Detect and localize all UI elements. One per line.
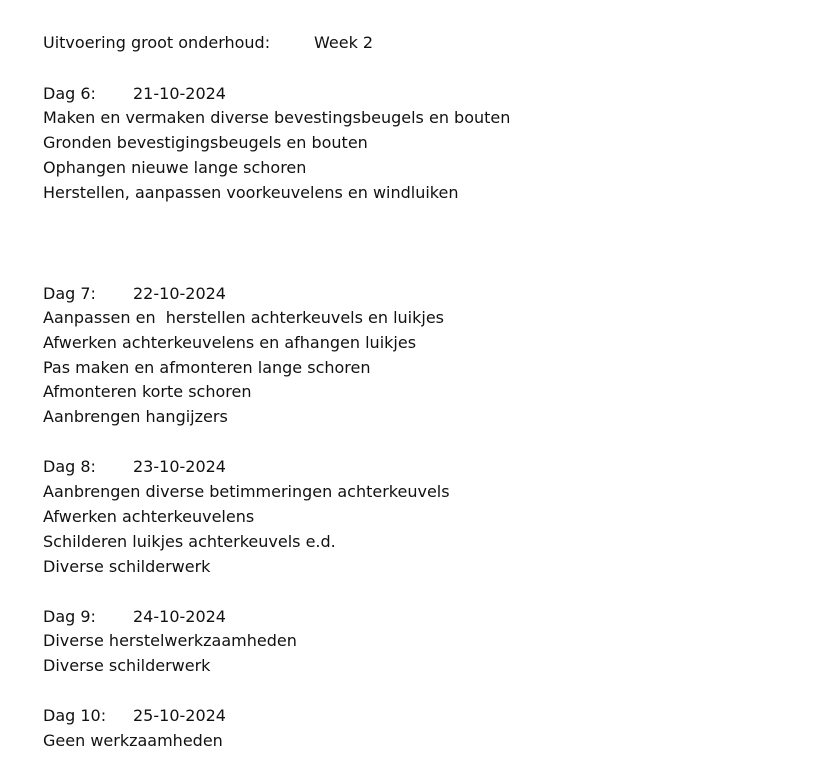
task-line: Herstellen, aanpassen voorkeuvelens en windluiken <box>43 183 459 202</box>
week-label: Week 2 <box>314 33 374 52</box>
task-line: Afwerken achterkeuvelens <box>43 507 255 526</box>
day-date: 24-10-2024 <box>133 607 226 626</box>
task-line: Pas maken en afmonteren lange schoren <box>43 358 371 377</box>
task-line: Maken en vermaken diverse bevestingsbeugels en bouten <box>43 108 511 127</box>
day-date: 21-10-2024 <box>133 84 226 103</box>
task-line: Afwerken achterkeuvelens en afhangen luikjes <box>43 333 417 352</box>
day-date: 22-10-2024 <box>133 284 226 303</box>
day-date: 25-10-2024 <box>133 706 226 725</box>
day-label: Dag 9: <box>43 607 96 626</box>
task-line: Diverse schilderwerk <box>43 656 211 675</box>
task-line: Aanbrengen diverse betimmeringen achterkeuvels <box>43 482 450 501</box>
day-label: Dag 7: <box>43 284 96 303</box>
task-line: Gronden bevestigingsbeugels en bouten <box>43 133 368 152</box>
task-line: Geen werkzaamheden <box>43 731 223 750</box>
day-label: Dag 8: <box>43 457 96 476</box>
task-line: Diverse schilderwerk <box>43 557 211 576</box>
task-line: Ophangen nieuwe lange schoren <box>43 158 307 177</box>
task-line: Aanbrengen hangijzers <box>43 407 228 426</box>
task-line: Aanpassen en herstellen achterkeuvels en luikjes <box>43 308 445 327</box>
day-label: Dag 10: <box>43 706 107 725</box>
task-line: Diverse herstelwerkzaamheden <box>43 631 297 650</box>
day-date: 23-10-2024 <box>133 457 226 476</box>
task-line: Schilderen luikjes achterkeuvels e.d. <box>43 532 336 551</box>
document-title: Uitvoering groot onderhoud: <box>43 33 271 52</box>
day-label: Dag 6: <box>43 84 96 103</box>
task-line: Afmonteren korte schoren <box>43 382 252 401</box>
